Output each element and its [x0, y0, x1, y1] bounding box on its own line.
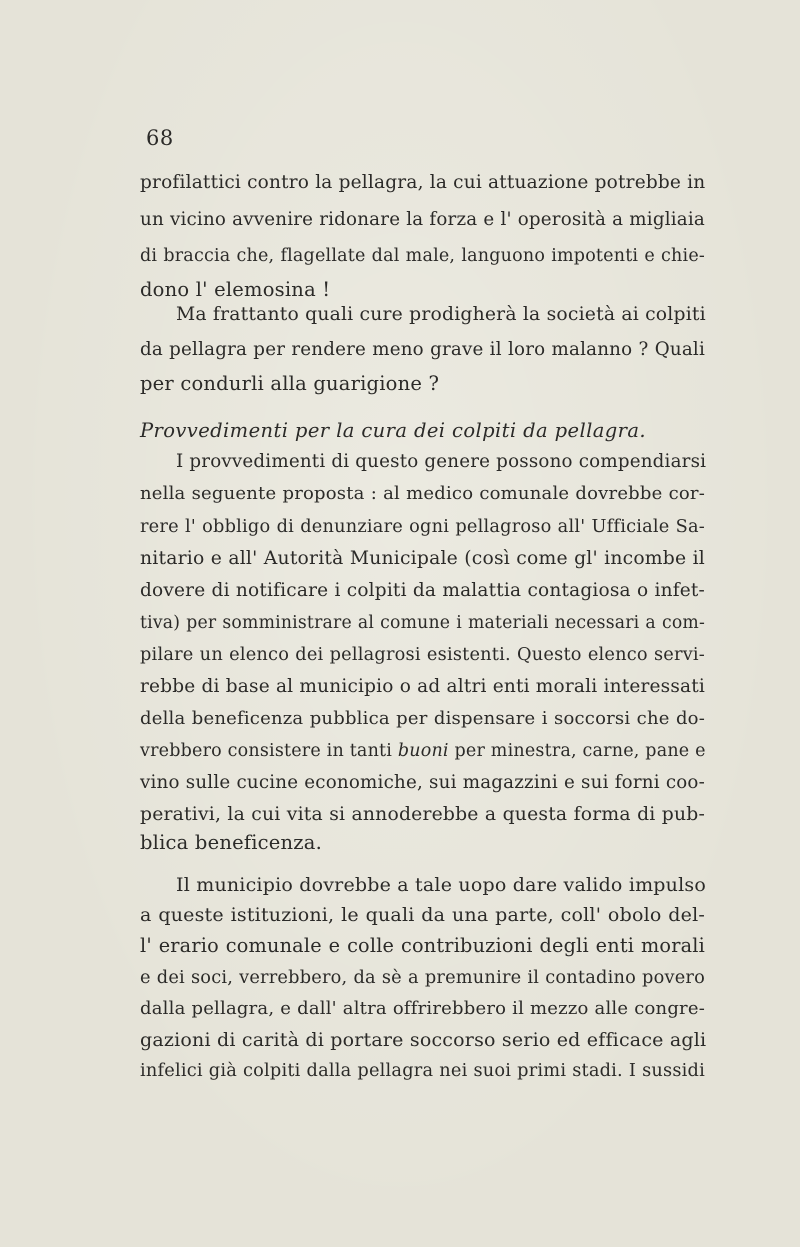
- text-line: perativi, la cui vita si annoderebbe a questa forma di pub-: [140, 804, 705, 825]
- emphasized-word: buoni: [397, 741, 449, 761]
- text-line: [140, 738, 705, 764]
- text-fragment: per minestra, carne, pane e: [454, 741, 706, 761]
- text-line: della beneficenza pubblica per dispensare i soccorsi che do-: [140, 708, 705, 729]
- text-line: Ma frattanto quali cure prodigherà la società ai colpiti: [176, 304, 706, 325]
- text-line: nitario e all' Autorità Municipale (così come gl' incombe il: [140, 548, 705, 569]
- text-line: l' erario comunale e colle contribuzioni degli enti morali: [140, 934, 705, 957]
- text-line: per condurli alla guarigione ?: [140, 372, 440, 395]
- text-line: tiva) per somministrare al comune i materiali necessari a com-: [140, 613, 705, 633]
- text-line: nella seguente proposta : al medico comunale dovrebbe cor-: [140, 483, 705, 504]
- text-line: dalla pellagra, e dall' altra offrirebbero il mezzo alle congre-: [140, 998, 705, 1019]
- text-line: dovere di notificare i colpiti da malattia contagiosa o infet-: [140, 580, 705, 601]
- text-line: profilattici contro la pellagra, la cui attuazione potrebbe in: [140, 172, 706, 193]
- text-line: un vicino avvenire ridonare la forza e l' operosità a migliaia: [140, 209, 705, 230]
- section-heading: Provvedimenti per la cura dei colpiti da pellagra.: [140, 419, 646, 442]
- text-line: rere l' obbligo di denunziare ogni pellagroso all' Ufficiale Sa-: [140, 517, 705, 537]
- text-line: gazioni di carità di portare soccorso serio ed efficace agli: [140, 1029, 707, 1051]
- text-line: a queste istituzioni, le quali da una parte, coll' obolo del-: [140, 904, 705, 926]
- text-fragment: vrebbero consistere in tanti: [140, 741, 393, 761]
- text-line: rebbe di base al municipio o ad altri enti morali interessati: [140, 676, 706, 697]
- text-line: blica beneficenza.: [140, 831, 322, 854]
- text-line: da pellagra per rendere meno grave il loro malanno ? Quali: [140, 339, 705, 360]
- text-line: Il municipio dovrebbe a tale uopo dare valido impulso: [176, 874, 706, 896]
- text-line: infelici già colpiti dalla pellagra nei suoi primi stadi. I sussidi: [140, 1061, 705, 1081]
- text-line: I provvedimenti di questo genere possono compendiarsi: [176, 451, 707, 472]
- text-line: di braccia che, flagellate dal male, languono impotenti e chie-: [140, 246, 705, 266]
- text-line: vino sulle cucine economiche, sui magazzini e sui forni coo-: [140, 772, 705, 793]
- text-line: dono l' elemosina !: [140, 278, 331, 301]
- text-line: pilare un elenco dei pellagrosi esistenti. Questo elenco servi-: [140, 645, 705, 665]
- text-line: e dei soci, verrebbero, da sè a premunire il contadino povero: [140, 968, 705, 988]
- page-number: 68: [146, 126, 174, 150]
